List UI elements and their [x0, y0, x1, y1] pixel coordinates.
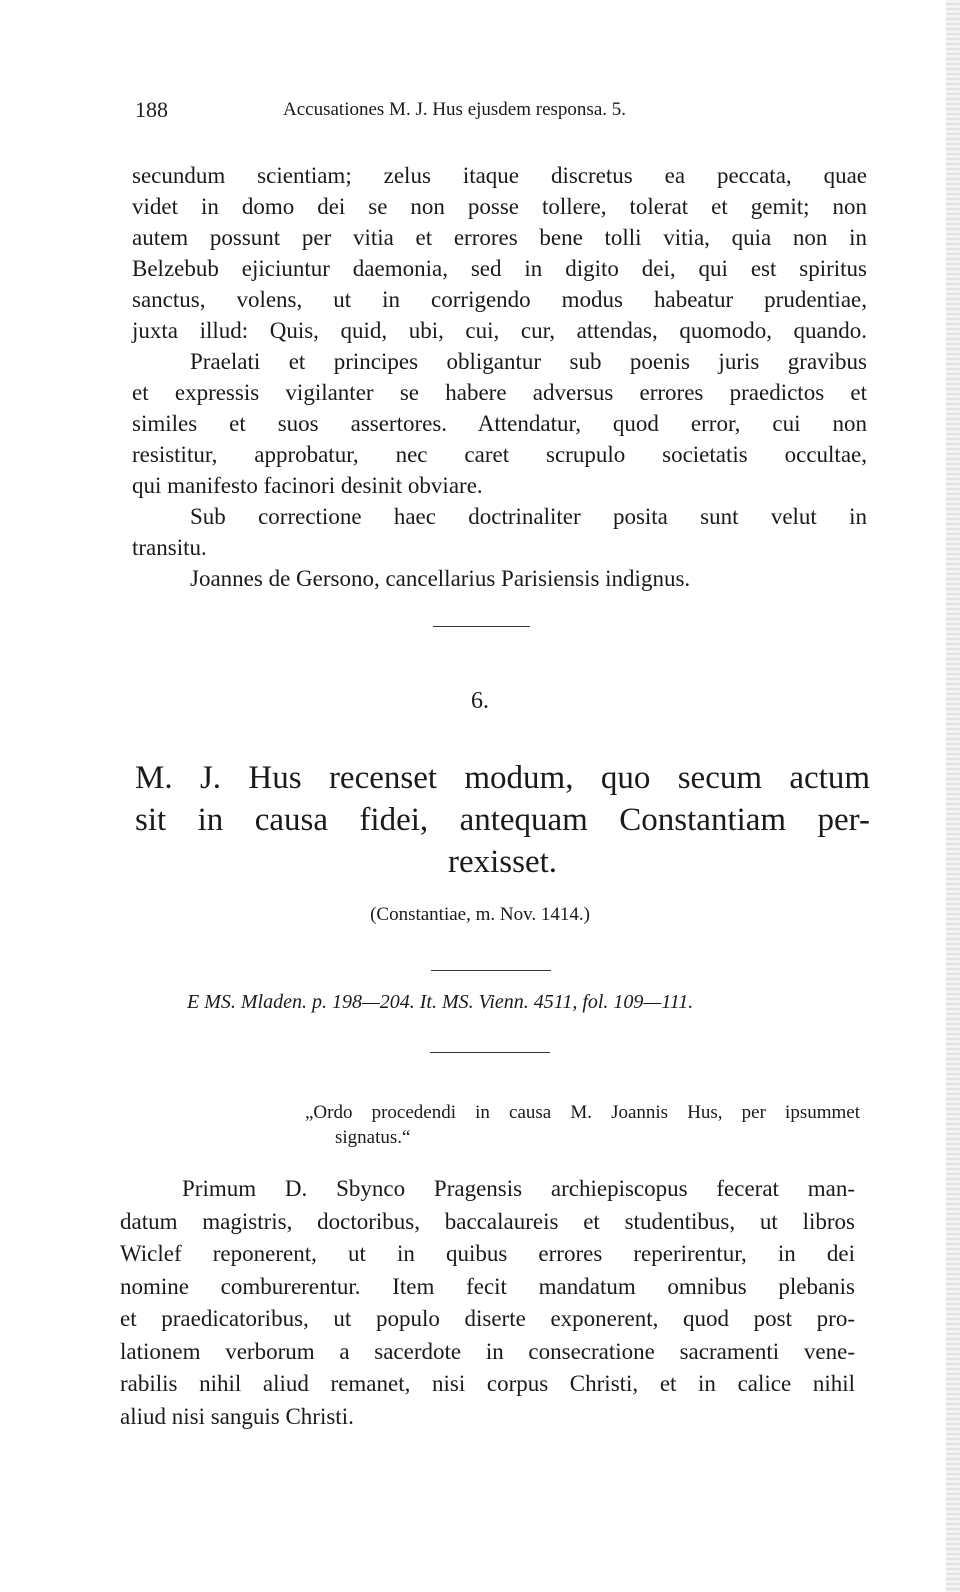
divider-rule: [430, 1052, 550, 1053]
page-edge: [946, 0, 960, 1592]
running-head-title: Accusationes M. J. Hus ejusdem responsa. 5.: [283, 99, 627, 120]
running-head: [135, 97, 875, 127]
quote-line: signatus.“: [335, 1127, 411, 1148]
divider-rule: [431, 970, 551, 971]
section-title-line: sit in causa fidei, antequam Constantiam per-: [135, 802, 870, 838]
section-6-text: [120, 1173, 855, 1433]
text-line: Belzebub ejiciuntur daemonia, sed in digito dei, qui est spiritus: [132, 256, 867, 281]
text-line: datum magistris, doctoribus, baccalaureis et studentibus, ut libros: [120, 1208, 855, 1234]
text-line: et expressis vigilanter se habere adversus errores praedictos et: [132, 380, 867, 405]
section-number: 6.: [471, 688, 489, 714]
text-line: rabilis nihil aliud remanet, nisi corpus Christi, et in calice nihil: [120, 1371, 855, 1396]
text-line: et praedicatoribus, ut populo diserte exponerent, quod post pro-: [120, 1306, 855, 1331]
text-line: sanctus, volens, ut in corrigendo modus habeatur prudentiae,: [132, 287, 867, 312]
text-line: qui manifesto facinori desinit obviare.: [132, 473, 483, 498]
text-line: Praelati et principes obligantur sub poenis juris gravibus: [190, 349, 867, 374]
section-title-line: rexisset.: [447, 844, 558, 880]
quote-line: „Ordo procedendi in causa M. Joannis Hus, per ipsummet: [305, 1102, 860, 1123]
text-line: videt in domo dei se non posse tollere, tolerat et gemit; non: [132, 194, 867, 219]
text-line: aliud nisi sanguis Christi.: [120, 1403, 354, 1429]
text-line: lationem verborum a sacerdote in consecratione sacramenti vene-: [120, 1338, 855, 1364]
page-number: 188: [135, 97, 168, 122]
text-line: transitu.: [132, 535, 207, 560]
text-line: secundum scientiam; zelus itaque discretus ea peccata, quae: [132, 163, 867, 188]
quote-block: [305, 1100, 860, 1150]
section-5-text: [132, 160, 867, 594]
date-line: (Constantiae, m. Nov. 1414.): [370, 904, 590, 925]
text-line: autem possunt per vitia et errores bene tolli vitia, quia non in: [132, 225, 867, 250]
section-title: [135, 757, 870, 883]
text-line: Primum D. Sbynco Pragensis archiepiscopus fecerat man-: [182, 1176, 855, 1201]
text-line: juxta illud: Quis, quid, ubi, cui, cur, attendas, quomodo, quando.: [132, 318, 867, 343]
text-line: nomine comburerentur. Item fecit mandatum omnibus plebanis: [120, 1273, 855, 1299]
text-line: resistitur, approbatur, nec caret scrupulo societatis occultae,: [132, 442, 867, 467]
divider-rule: [433, 626, 530, 627]
signature-line: Joannes de Gersono, cancellarius Parisiensis indignus.: [190, 566, 691, 591]
text-line: similes et suos assertores. Attendatur, quod error, cui non: [132, 411, 867, 436]
section-title-line: M. J. Hus recenset modum, quo secum actum: [135, 760, 870, 796]
text-line: Sub correctione haec doctrinaliter posita sunt velut in: [190, 504, 867, 529]
text-line: Wiclef reponerent, ut in quibus errores reperirentur, in dei: [120, 1241, 855, 1266]
source-line: E MS. Mladen. p. 198—204. It. MS. Vienn. 4511, fol. 109—111.: [187, 991, 694, 1013]
